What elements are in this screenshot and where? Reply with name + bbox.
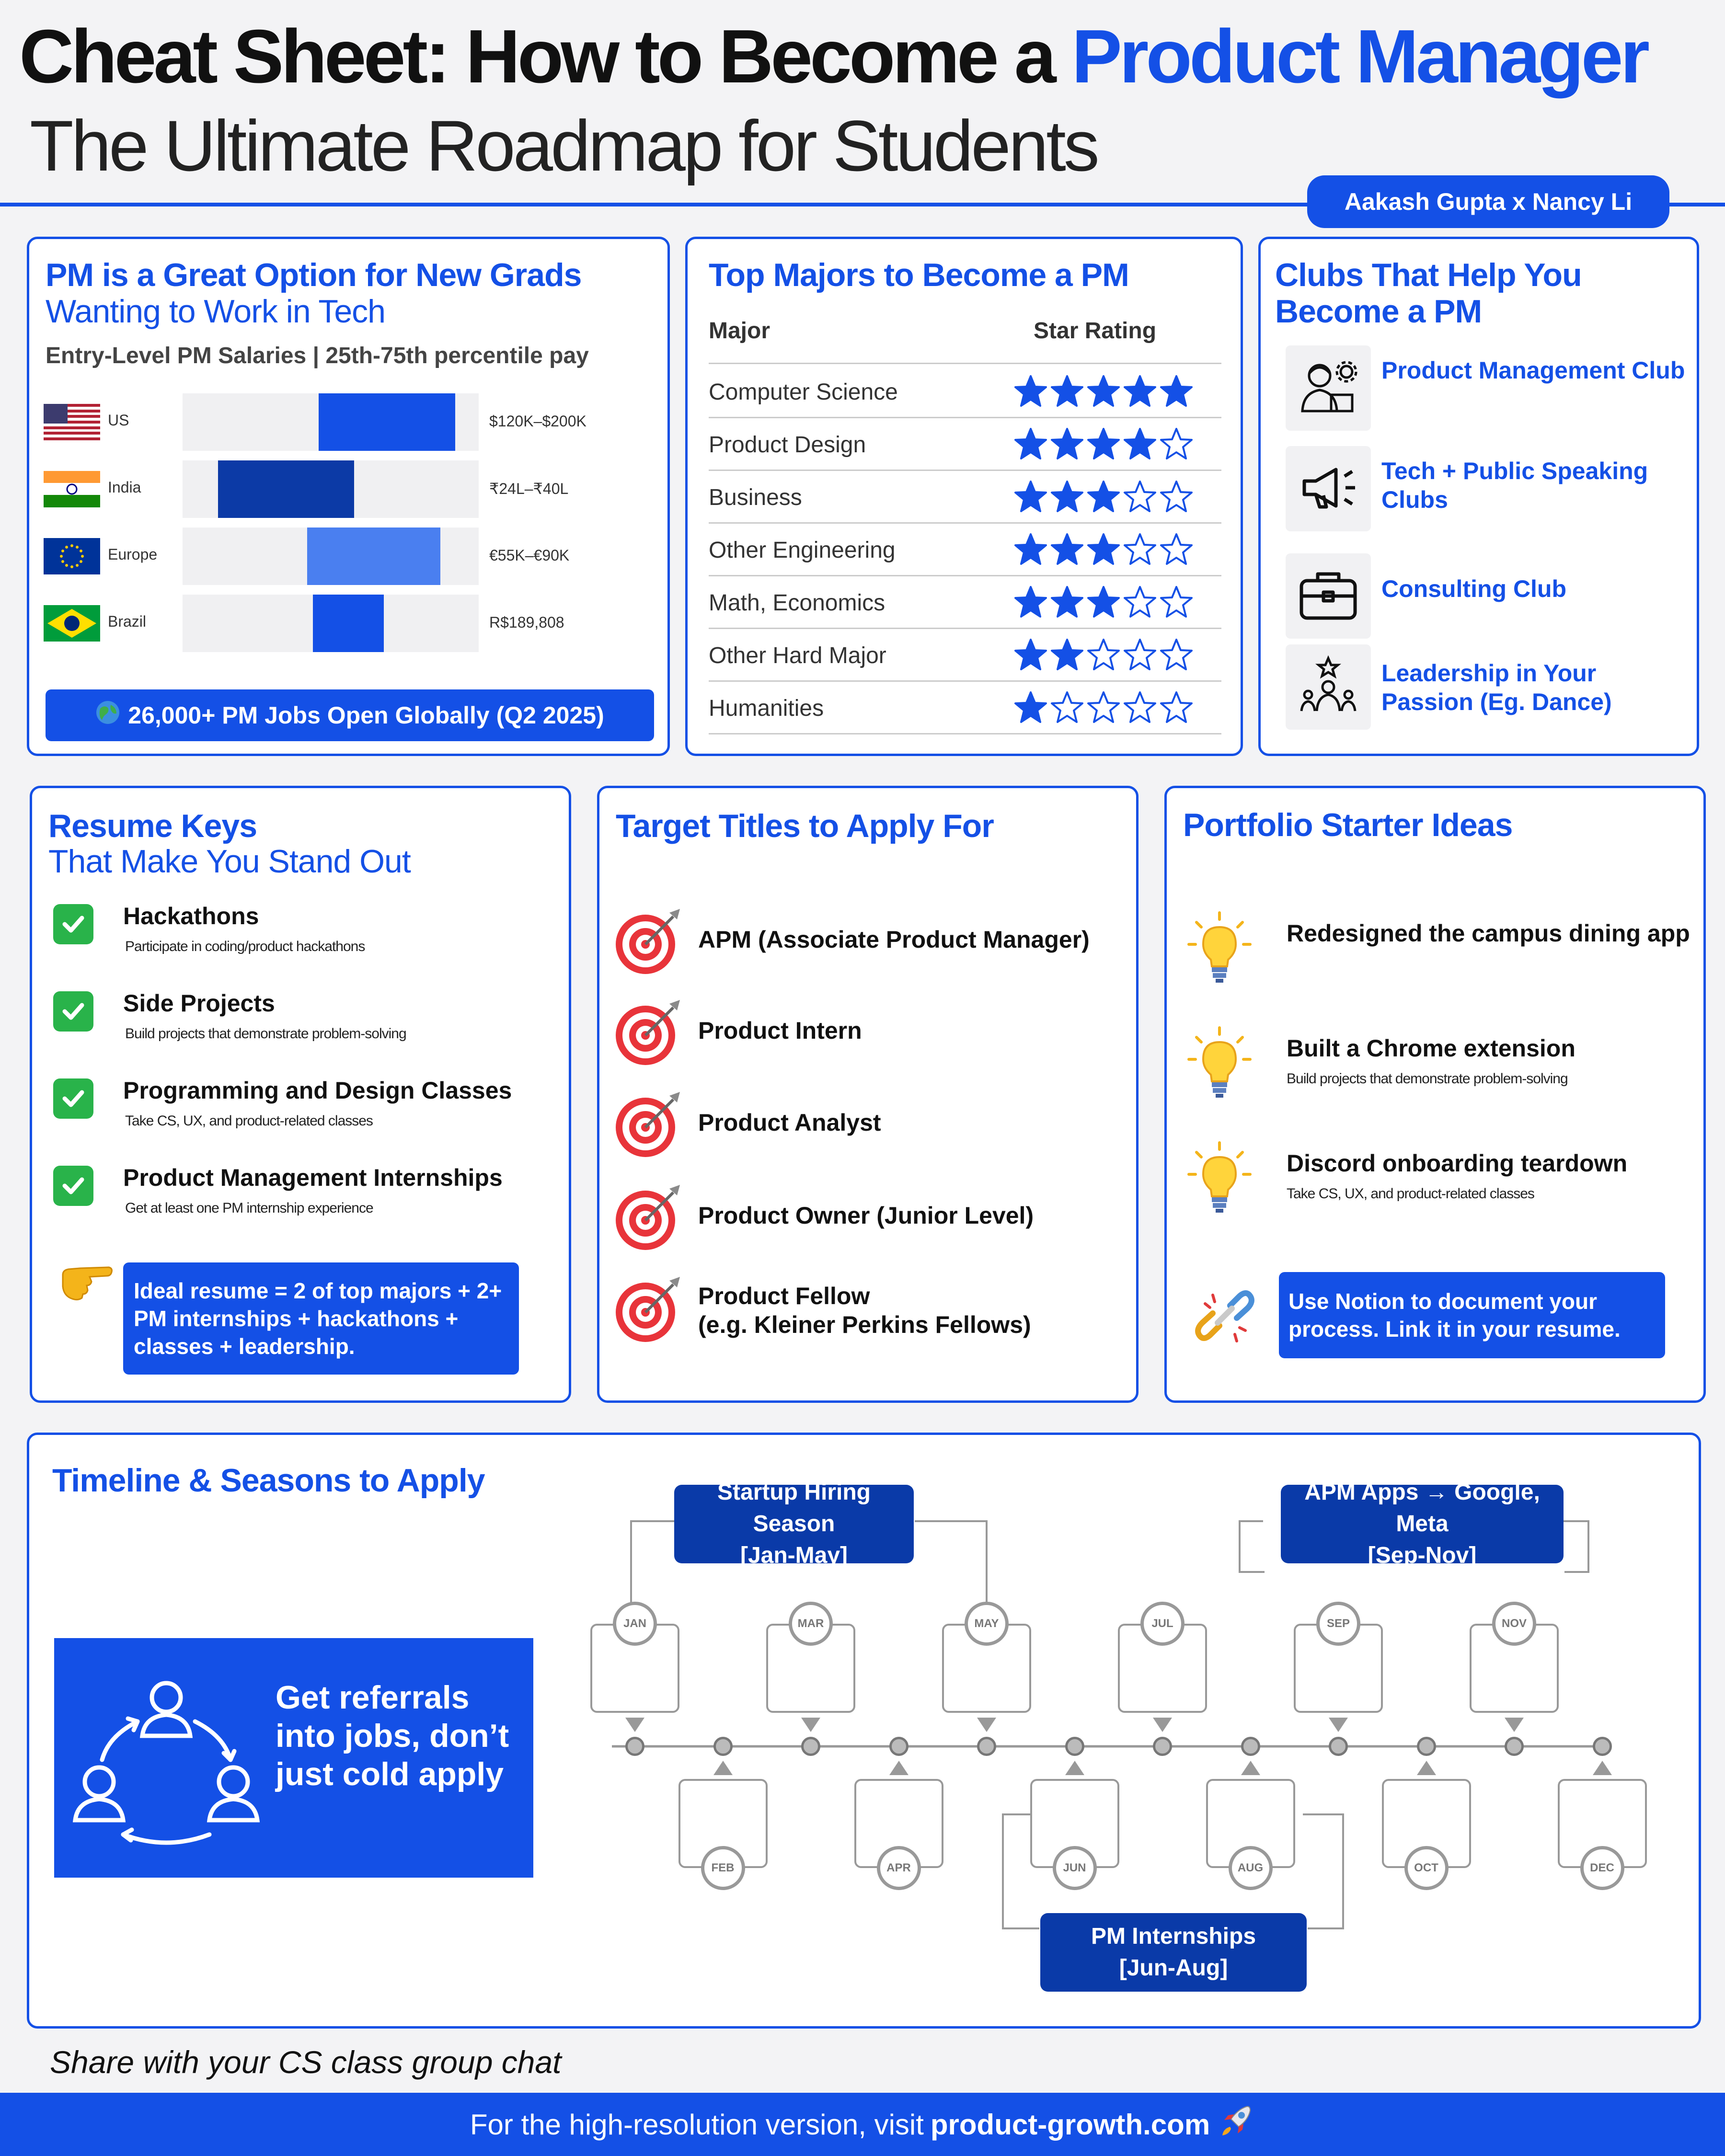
portfolio-idea-title: Built a Chrome extension — [1287, 1035, 1576, 1062]
target-title-item — [614, 904, 1122, 976]
empty-star-icon — [1159, 427, 1194, 461]
salary-track — [183, 460, 479, 518]
portfolio-idea-desc: Take CS, UX, and product-related classes — [1287, 1186, 1534, 1202]
month-label: JAN — [613, 1602, 657, 1646]
major-row — [709, 629, 1221, 682]
timeline-dot — [977, 1737, 996, 1756]
footer-link[interactable]: product-growth.com — [930, 2108, 1210, 2141]
season-range: [Jun-Aug] — [1119, 1955, 1228, 1981]
filled-star-icon — [1013, 374, 1048, 409]
empty-star-icon — [1159, 480, 1194, 514]
major-row — [709, 682, 1221, 734]
major-row — [709, 576, 1221, 629]
pointer-up-icon — [889, 1761, 908, 1775]
resume-key-title: Product Management Internships — [123, 1164, 503, 1191]
timeline-dot — [1329, 1737, 1348, 1756]
target-icon — [614, 1180, 686, 1252]
target-title-line1: APM (Associate Product Manager) — [698, 926, 1090, 953]
month-label: NOV — [1492, 1602, 1536, 1646]
filled-star-icon — [1050, 638, 1084, 672]
pointer-up-icon — [1241, 1761, 1260, 1775]
timeline-dot — [801, 1737, 820, 1756]
club-label: Product Management Club — [1381, 357, 1685, 384]
season-name: PM Internships — [1091, 1924, 1256, 1949]
filled-star-icon — [1050, 427, 1084, 461]
month-label: APR — [877, 1846, 921, 1890]
manager-gear-icon — [1286, 345, 1371, 431]
month-label: SEP — [1316, 1602, 1360, 1646]
country-label: India — [108, 479, 141, 496]
eu-flag-icon — [44, 538, 100, 574]
resume-tip: Ideal resume = 2 of top majors + 2+ PM internships + hackathons + classes + leadership. — [123, 1262, 519, 1375]
timeline-dot — [1505, 1737, 1524, 1756]
target-title-item — [614, 1180, 1122, 1252]
resume-key-title: Side Projects — [123, 990, 275, 1017]
month-label: AUG — [1229, 1846, 1273, 1890]
target-title-text — [698, 1282, 1031, 1339]
month-label: JUL — [1140, 1602, 1184, 1646]
club-label: Leadership in Your Passion (Eg. Dance) — [1381, 660, 1612, 715]
col-rating: Star Rating — [1034, 318, 1157, 344]
globe-icon — [95, 700, 120, 731]
empty-star-icon — [1123, 480, 1157, 514]
salary-value: $120K–$200K — [489, 413, 586, 430]
jobs-banner-text: 26,000+ PM Jobs Open Globally (Q2 2025) — [128, 702, 604, 729]
pointer-up-icon — [1417, 1761, 1436, 1775]
portfolio-idea — [1186, 911, 1694, 997]
major-name: Computer Science — [709, 379, 898, 405]
pointer-up-icon — [713, 1761, 733, 1775]
timeline-dot — [1593, 1737, 1612, 1756]
megaphone-icon — [1286, 446, 1371, 531]
new-grads-subtitle: Wanting to Work in Tech — [46, 293, 385, 330]
new-grads-title: PM is a Great Option for New Grads — [46, 257, 582, 293]
major-name: Other Hard Major — [709, 643, 886, 668]
new-grads-card — [27, 237, 670, 756]
check-icon — [53, 1166, 93, 1206]
title-highlight: Product Manager — [1071, 14, 1647, 99]
salary-track — [183, 595, 479, 652]
salary-bar — [313, 595, 384, 652]
timeline-dot — [713, 1737, 733, 1756]
empty-star-icon — [1123, 638, 1157, 672]
filled-star-icon — [1013, 427, 1048, 461]
month-label: JUN — [1053, 1846, 1097, 1890]
lightbulb-icon — [1186, 1141, 1253, 1217]
filled-star-icon — [1050, 480, 1084, 514]
timeline-dot — [1153, 1737, 1172, 1756]
club-label: Tech + Public Speaking Clubs — [1381, 458, 1648, 513]
salary-row — [44, 460, 667, 518]
filled-star-icon — [1086, 480, 1121, 514]
month-label: FEB — [701, 1846, 745, 1890]
pointer-up-icon — [1593, 1761, 1612, 1775]
star-rating — [1013, 427, 1194, 461]
star-rating — [1013, 638, 1194, 672]
referral-text: Get referrals into jobs, don’t just cold apply — [276, 1679, 509, 1792]
major-row — [709, 418, 1221, 471]
timeline-dot — [1241, 1737, 1260, 1756]
club-item — [1286, 345, 1717, 427]
timeline-dot — [889, 1737, 908, 1756]
target-title-text — [698, 1201, 1034, 1230]
filled-star-icon — [1086, 532, 1121, 567]
resume-key-desc: Take CS, UX, and product-related classes — [125, 1113, 373, 1129]
season-range: [Jan-May] — [740, 1543, 848, 1568]
salary-bar — [319, 393, 455, 451]
resume-subtitle: That Make You Stand Out — [48, 843, 411, 880]
timeline-title: Timeline & Seasons to Apply — [52, 1462, 485, 1499]
empty-star-icon — [1123, 690, 1157, 725]
portfolio-title: Portfolio Starter Ideas — [1183, 807, 1513, 843]
empty-star-icon — [1123, 532, 1157, 567]
salary-value: €55K–€90K — [489, 547, 570, 564]
filled-star-icon — [1159, 374, 1194, 409]
brazil-flag-icon — [44, 605, 100, 642]
col-major: Major — [709, 318, 770, 344]
timeline-dot — [625, 1737, 644, 1756]
pointer-down-icon — [1153, 1718, 1172, 1732]
portfolio-idea-title: Discord onboarding teardown — [1287, 1150, 1628, 1177]
targets-title: Target Titles to Apply For — [616, 808, 994, 844]
target-icon — [614, 904, 686, 976]
pointer-down-icon — [977, 1718, 996, 1732]
target-icon — [614, 1087, 686, 1159]
clubs-title-line2: Become a PM — [1275, 293, 1482, 330]
target-title-line1: Product Fellow — [698, 1283, 870, 1309]
pointer-down-icon — [1505, 1718, 1524, 1732]
lightbulb-icon — [1186, 1026, 1253, 1102]
timeline-card — [27, 1433, 1701, 2029]
portfolio-idea-desc: Build projects that demonstrate problem-solving — [1287, 1071, 1568, 1087]
india-flag-icon — [44, 471, 100, 507]
resume-key-desc: Build projects that demonstrate problem-solving — [125, 1026, 406, 1042]
salary-value: R$189,808 — [489, 614, 564, 631]
resume-card — [30, 786, 571, 1403]
leader-star-icon — [1286, 644, 1371, 730]
briefcase-icon — [1286, 553, 1371, 639]
clubs-card — [1258, 237, 1699, 756]
month-label: MAY — [965, 1602, 1009, 1646]
month-label: DEC — [1580, 1846, 1624, 1890]
month-label: OCT — [1404, 1846, 1449, 1890]
share-text: Share with your CS class group chat — [50, 2044, 562, 2080]
resume-key — [53, 1164, 566, 1231]
salary-heading: Entry-Level PM Salaries | 25th-75th percentile pay — [46, 343, 589, 368]
filled-star-icon — [1050, 374, 1084, 409]
target-title-text — [698, 1016, 862, 1045]
filled-star-icon — [1086, 374, 1121, 409]
star-rating — [1013, 690, 1194, 725]
lightbulb-icon — [1186, 911, 1253, 987]
pointing-hand-icon — [61, 1258, 114, 1303]
salary-track — [183, 528, 479, 585]
us-flag-icon — [44, 404, 100, 440]
season-internships — [1040, 1913, 1307, 1992]
filled-star-icon — [1013, 638, 1048, 672]
season-startup — [674, 1479, 914, 1568]
club-item — [1286, 446, 1717, 528]
title-prefix: Cheat Sheet: How to Become a — [19, 14, 1072, 99]
target-title-line1: Product Analyst — [698, 1109, 881, 1136]
resume-key-title: Hackathons — [123, 903, 259, 929]
salary-bar — [218, 460, 354, 518]
resume-title: Resume Keys — [48, 808, 257, 844]
check-icon — [53, 1078, 93, 1119]
majors-card — [685, 237, 1243, 756]
empty-star-icon — [1159, 585, 1194, 619]
empty-star-icon — [1159, 638, 1194, 672]
salary-row — [44, 393, 667, 451]
salary-bar — [307, 528, 440, 585]
resume-key — [53, 989, 566, 1056]
target-title-item — [614, 1087, 1122, 1159]
star-rating — [1013, 480, 1194, 514]
portfolio-idea — [1186, 1026, 1694, 1112]
country-label: Europe — [108, 546, 158, 563]
empty-star-icon — [1123, 585, 1157, 619]
pointer-down-icon — [1329, 1718, 1348, 1732]
target-icon — [614, 1272, 686, 1344]
rocket-icon — [1217, 2102, 1255, 2147]
club-item — [1286, 644, 1717, 726]
page-title — [19, 13, 1647, 100]
country-label: Brazil — [108, 613, 147, 630]
link-icon — [1194, 1284, 1256, 1349]
resume-key-desc: Participate in coding/product hackathons — [125, 939, 365, 954]
pointer-up-icon — [1065, 1761, 1084, 1775]
country-label: US — [108, 412, 129, 429]
resume-key-title: Programming and Design Classes — [123, 1077, 512, 1104]
authors-badge: Aakash Gupta x Nancy Li — [1307, 175, 1669, 228]
filled-star-icon — [1123, 427, 1157, 461]
month-label: MAR — [789, 1602, 833, 1646]
target-title-text — [698, 925, 1090, 954]
empty-star-icon — [1159, 532, 1194, 567]
filled-star-icon — [1013, 480, 1048, 514]
majors-title: Top Majors to Become a PM — [709, 257, 1129, 293]
season-name: Startup Hiring Season — [717, 1479, 871, 1537]
filled-star-icon — [1013, 690, 1048, 725]
footer-bar — [0, 2093, 1725, 2156]
season-apm — [1281, 1479, 1564, 1568]
salary-row — [44, 528, 667, 585]
salary-row — [44, 595, 667, 652]
filled-star-icon — [1123, 374, 1157, 409]
targets-card — [597, 786, 1138, 1403]
target-icon — [614, 995, 686, 1067]
portfolio-idea — [1186, 1141, 1694, 1227]
jobs-banner — [46, 689, 654, 741]
pointer-down-icon — [625, 1718, 644, 1732]
major-row — [709, 524, 1221, 576]
clubs-title-line1: Clubs That Help You — [1275, 257, 1582, 293]
salary-track — [183, 393, 479, 451]
target-title-item — [614, 1272, 1122, 1344]
portfolio-tip: Use Notion to document your process. Link it in your resume. — [1279, 1272, 1665, 1358]
star-rating — [1013, 585, 1194, 619]
target-title-text — [698, 1108, 881, 1137]
club-label: Consulting Club — [1381, 575, 1567, 602]
portfolio-card — [1164, 786, 1706, 1403]
target-title-line1: Product Intern — [698, 1017, 862, 1044]
footer-text: For the high-resolution version, visit — [470, 2108, 924, 2141]
major-name: Math, Economics — [709, 590, 886, 616]
major-row — [709, 471, 1221, 524]
check-icon — [53, 991, 93, 1032]
filled-star-icon — [1050, 532, 1084, 567]
major-name: Other Engineering — [709, 538, 896, 563]
majors-header-rule — [709, 363, 1221, 364]
check-icon — [53, 904, 93, 944]
resume-key — [53, 902, 566, 969]
major-name: Business — [709, 485, 802, 510]
target-title-line2: (e.g. Kleiner Perkins Fellows) — [698, 1311, 1031, 1338]
season-name: APM Apps → Google, Meta — [1304, 1479, 1540, 1537]
star-rating — [1013, 532, 1194, 567]
filled-star-icon — [1050, 585, 1084, 619]
timeline-dot — [1417, 1737, 1436, 1756]
salary-value: ₹24L–₹40L — [489, 480, 569, 497]
target-title-line1: Product Owner (Junior Level) — [698, 1202, 1034, 1229]
page-subtitle: The Ultimate Roadmap for Students — [30, 105, 1097, 186]
empty-star-icon — [1159, 690, 1194, 725]
major-name: Product Design — [709, 432, 866, 458]
portfolio-idea-title: Redesigned the campus dining app — [1287, 920, 1690, 947]
major-row — [709, 366, 1221, 418]
target-title-item — [614, 995, 1122, 1067]
star-rating — [1013, 374, 1194, 409]
pointer-down-icon — [801, 1718, 820, 1732]
major-name: Humanities — [709, 696, 824, 721]
filled-star-icon — [1013, 532, 1048, 567]
filled-star-icon — [1086, 427, 1121, 461]
timeline-dot — [1065, 1737, 1084, 1756]
empty-star-icon — [1086, 638, 1121, 672]
club-item — [1286, 553, 1717, 635]
resume-key — [53, 1077, 566, 1144]
empty-star-icon — [1086, 690, 1121, 725]
filled-star-icon — [1013, 585, 1048, 619]
season-range: [Sep-Nov] — [1368, 1543, 1477, 1568]
filled-star-icon — [1086, 585, 1121, 619]
empty-star-icon — [1050, 690, 1084, 725]
resume-key-desc: Get at least one PM internship experience — [125, 1200, 373, 1216]
